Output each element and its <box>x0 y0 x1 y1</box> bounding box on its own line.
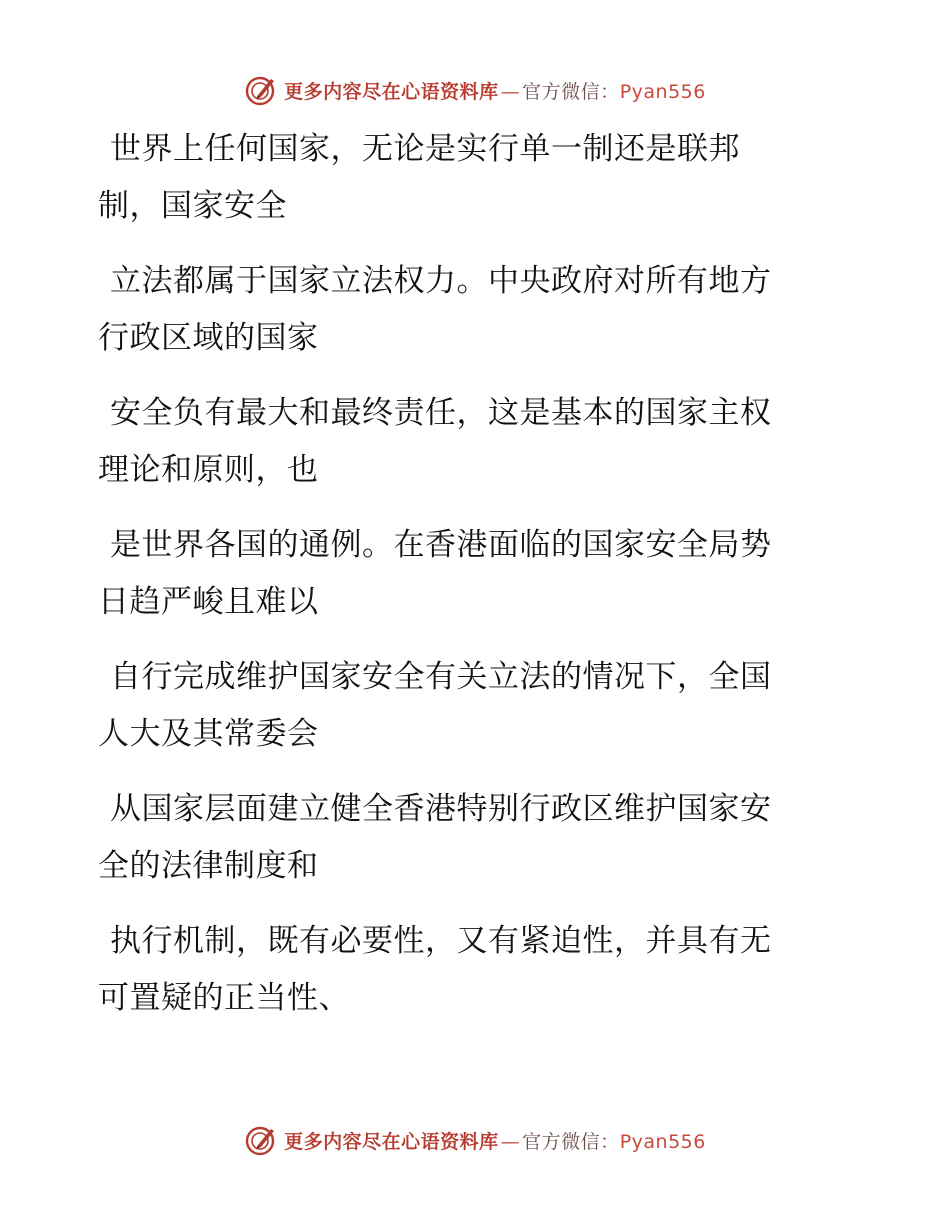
banner-account: Pyan556 <box>619 1130 706 1153</box>
paragraph-line: 立法都属于国家立法权力。中央政府对所有地方 <box>110 263 772 299</box>
quill-pen-seal-icon <box>244 1123 278 1157</box>
banner-wechat-label: 官方微信： <box>522 80 620 103</box>
document-body <box>98 121 838 1045</box>
paragraph <box>98 649 838 763</box>
quill-pen-seal-icon <box>244 73 278 107</box>
paragraph <box>98 121 838 235</box>
banner-dash: — <box>500 1130 521 1153</box>
paragraph-line: 是世界各国的通例。在香港面临的国家安全局势 <box>110 527 772 563</box>
paragraph-line: 行政区域的国家 <box>98 320 319 356</box>
paragraph-line: 安全负有最大和最终责任，这是基本的国家主权 <box>110 395 772 431</box>
paragraph <box>98 385 838 499</box>
paragraph-line: 全的法律制度和 <box>98 848 319 884</box>
paragraph <box>98 913 838 1027</box>
paragraph-line: 可置疑的正当性、 <box>98 980 350 1016</box>
banner-text <box>284 77 706 104</box>
paragraph-line: 理论和原则，也 <box>98 452 319 488</box>
footer-banner <box>0 1120 950 1160</box>
banner-title: 更多内容尽在心语资料库 <box>284 1130 499 1153</box>
banner-text <box>284 1127 706 1154</box>
paragraph-line: 世界上任何国家，无论是实行单一制还是联邦 <box>110 131 740 167</box>
paragraph <box>98 517 838 631</box>
paragraph-line: 人大及其常委会 <box>98 716 319 752</box>
paragraph <box>98 781 838 895</box>
paragraph-line: 从国家层面建立健全香港特别行政区维护国家安 <box>110 791 772 827</box>
paragraph <box>98 253 838 367</box>
banner-account: Pyan556 <box>619 80 706 103</box>
paragraph-line: 日趋严峻且难以 <box>98 584 319 620</box>
paragraph-line: 执行机制，既有必要性，又有紧迫性，并具有无 <box>110 923 772 959</box>
banner-title: 更多内容尽在心语资料库 <box>284 80 499 103</box>
paragraph-line: 自行完成维护国家安全有关立法的情况下，全国 <box>110 659 772 695</box>
banner-dash: — <box>500 80 521 103</box>
banner-wechat-label: 官方微信： <box>522 1130 620 1153</box>
paragraph-line: 制，国家安全 <box>98 188 287 224</box>
header-banner <box>0 70 950 110</box>
